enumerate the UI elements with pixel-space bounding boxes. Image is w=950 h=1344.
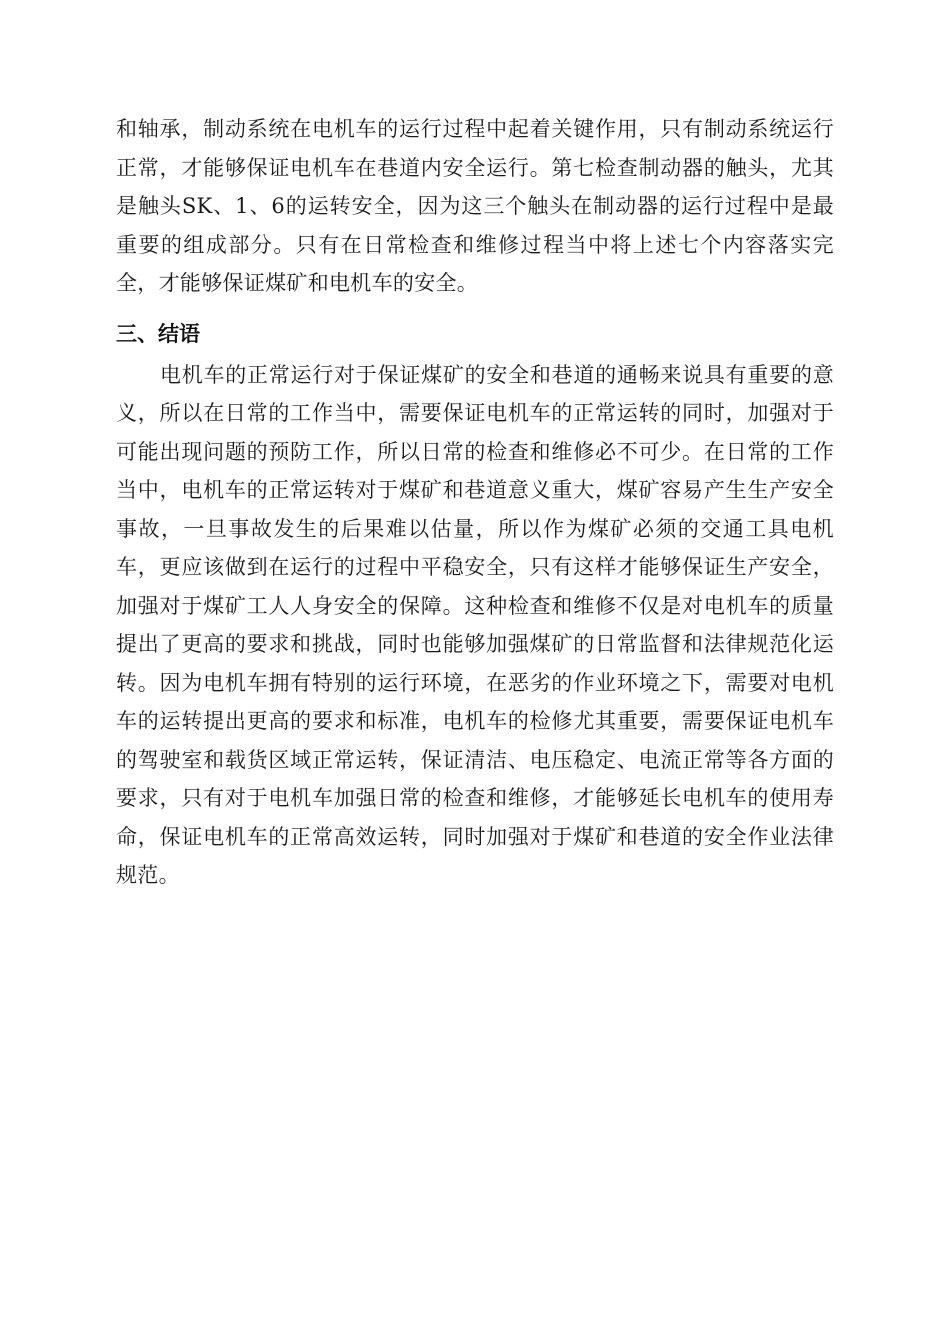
conclusion-paragraph: 电机车的正常运行对于保证煤矿的安全和巷道的通畅来说具有重要的意义，所以在日常的工作当中，需要保证电机车的正常运转的同时，加强对于可能出现问题的预防工作，所以日常的检查和维修必不可少。在日常的工作当中，电机车的正常运转对于煤矿和巷道意义重大，煤矿容易产生生产安全事故，一旦事故发生的后果难以估量，所以作为煤矿必须的交通工具电机车，更应该做到在运行的过程中平稳安全，只有这样才能够保证生产安全，加强对于煤矿工人人身安全的保障。这种检查和维修不仅是对电机车的质量提出了更高的要求和挑战，同时也能够加强煤矿的日常监督和法律规范化运转。因为电机车拥有特别的运行环境，在恶劣的作业环境之下，需要对电机车的运转提出更高的要求和标准，电机车的检修尤其重要，需要保证电机车的驾驶室和载货区域正常运转，保证清洁、电压稳定、电流正常等各方面的要求，只有对于电机车加强日常的检查和维修，才能够延长电机车的使用寿命，保证电机车的正常高效运转，同时加强对于煤矿和巷道的安全作业法律规范。 — [116, 362, 834, 887]
continued-paragraph: 和轴承，制动系统在电机车的运行过程中起着关键作用，只有制动系统运行正常，才能够保证电机车在巷道内安全运行。第七检查制动器的触头，尤其是触头SK、1、6的运转安全，因为这三个触头在制动器的运行过程中是最重要的组成部分。只有在日常检查和维修过程当中将上述七个内容落实完全，才能够保证煤矿和电机车的安全。 — [116, 117, 834, 295]
section-heading-conclusion: 三、结语 — [116, 321, 200, 346]
document-body — [116, 110, 834, 895]
